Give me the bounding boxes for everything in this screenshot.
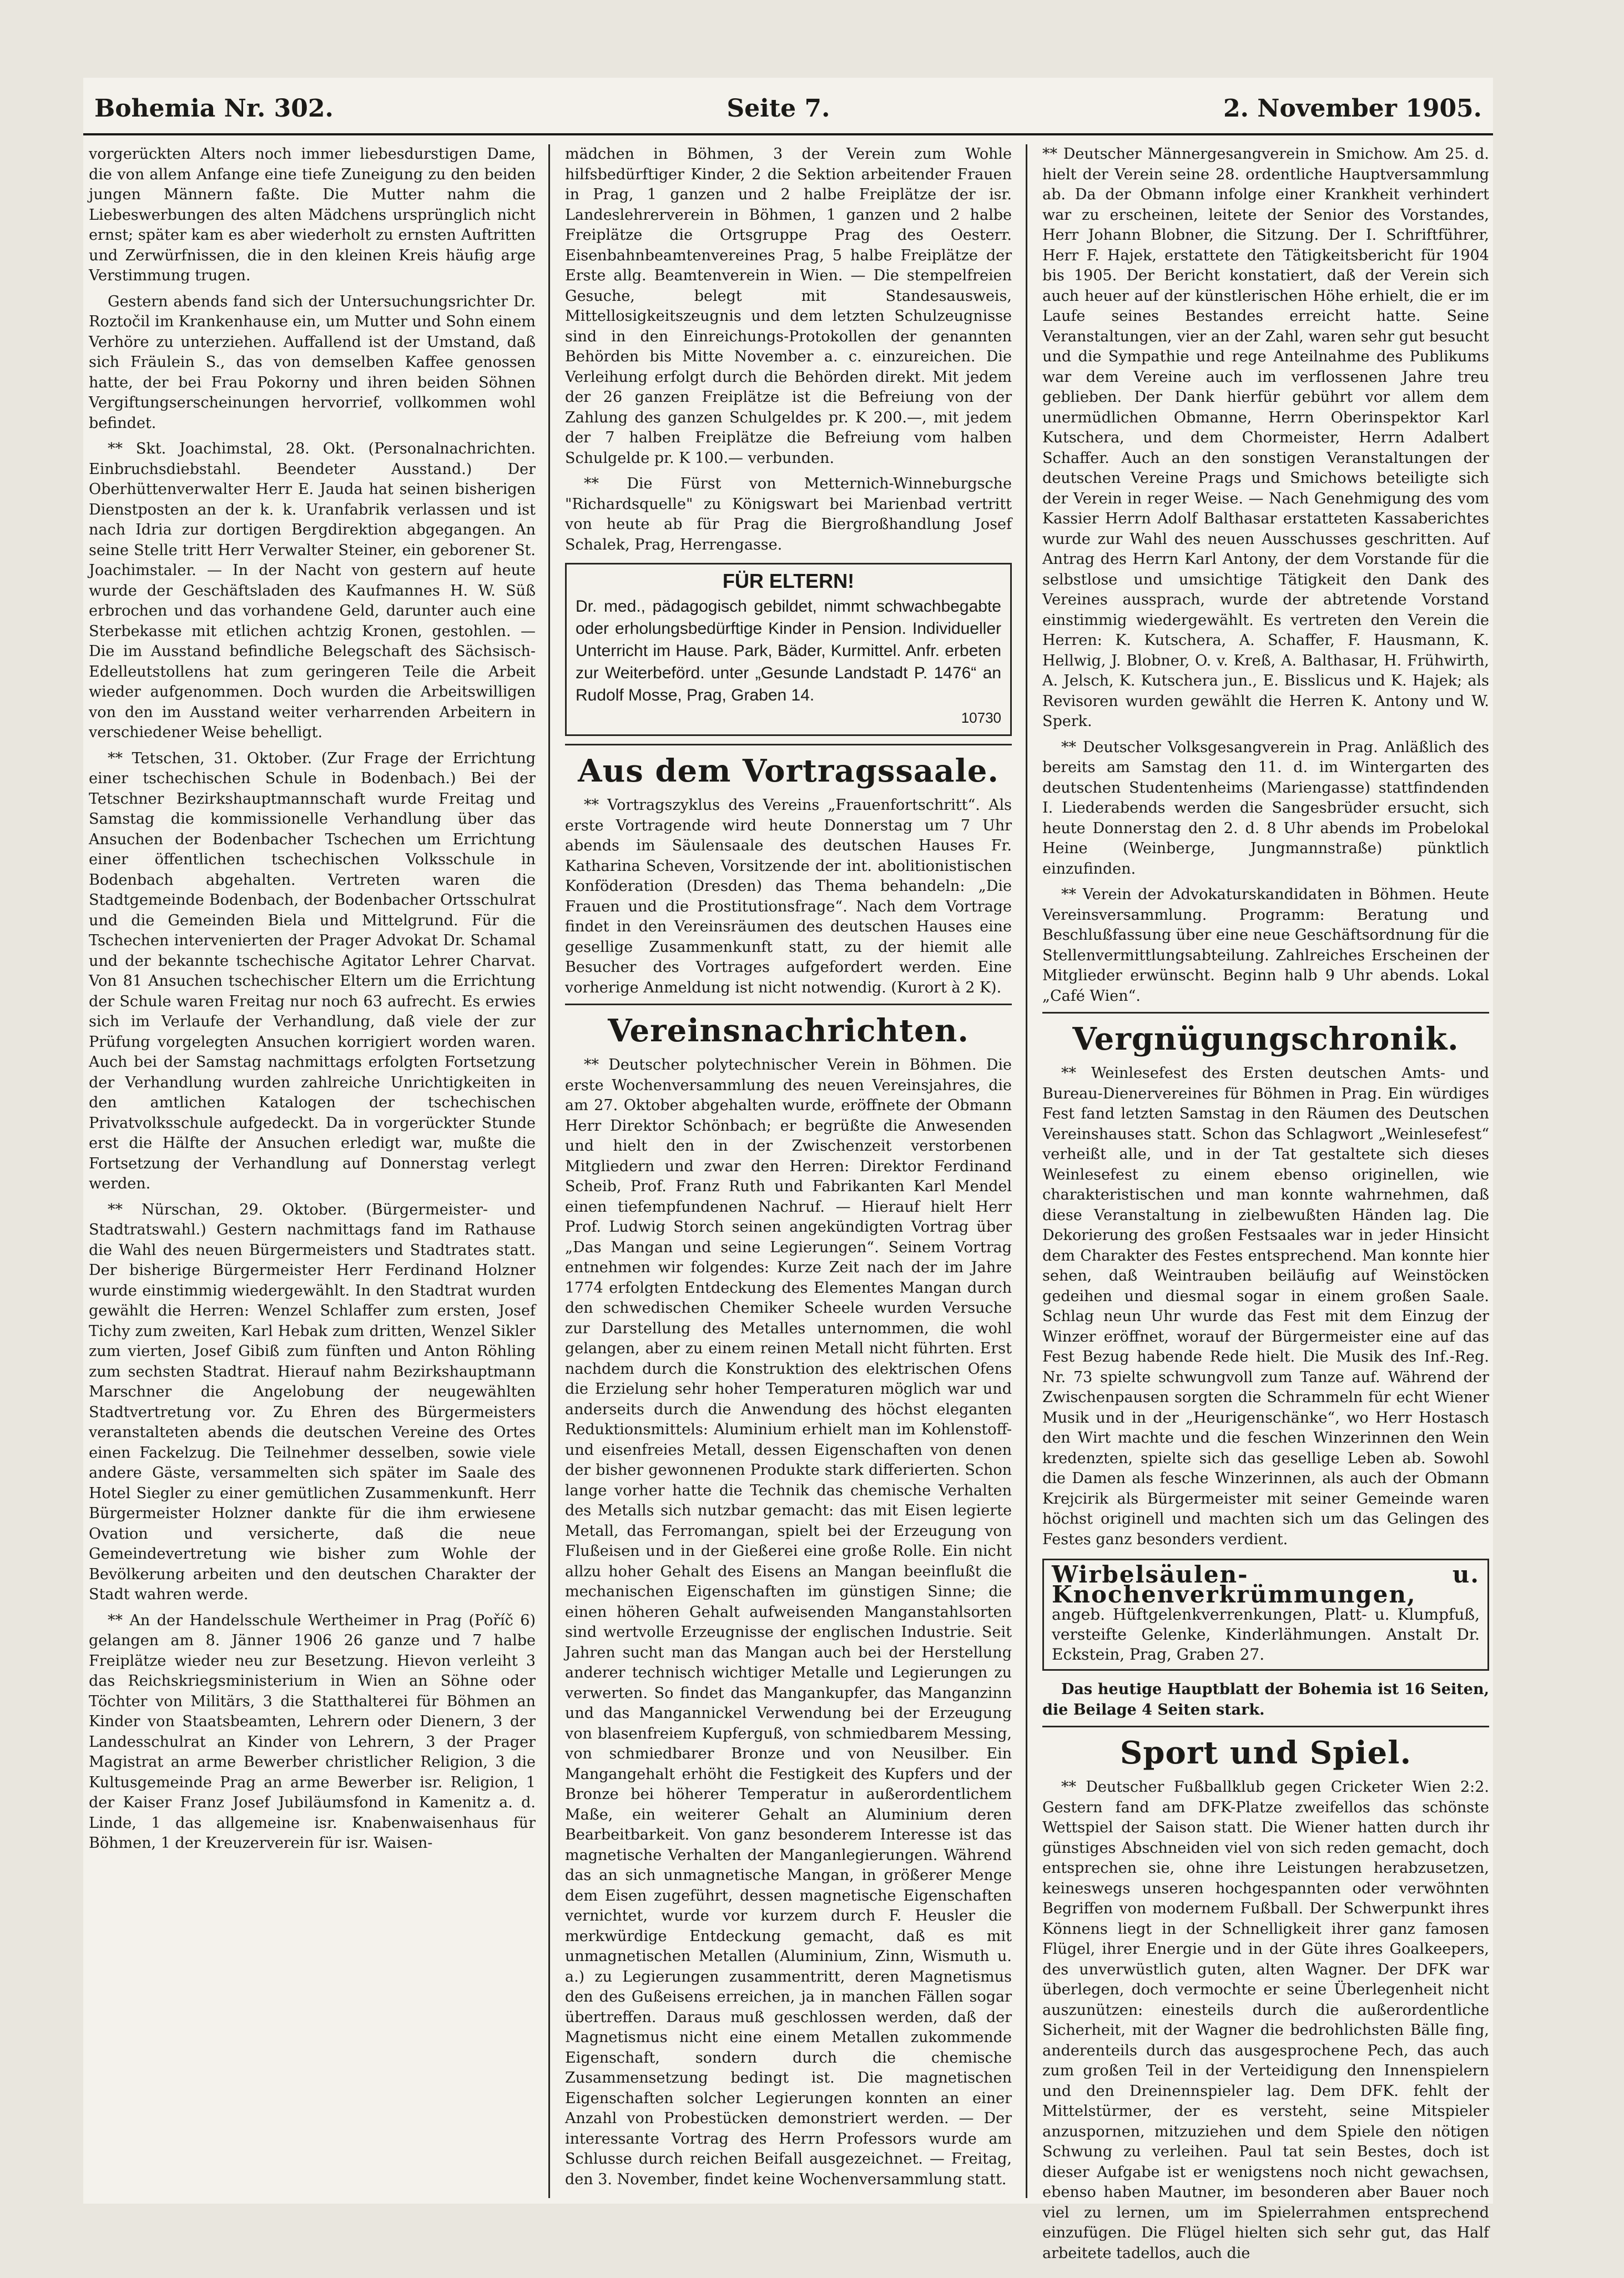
advertisement-eckstein [1042, 1559, 1489, 1671]
article-nuerschan: ** Nürschan, 29. Oktober. (Bürgermeister- und Stadtratswahl.) Gestern nachmittags fand im Rathause die Wahl des neuen Bürgermeisters und Stadtrates statt. Der bisherige Bürgermeister Herr Ferdinand Holzner wurde einstimmig wiedergewählt. In den Stadtrat wurden gewählt die Herren: Wenzel Schlaffer zum ersten, Josef Tichy zum zweiten, Karl Hebak zum dritten, Wenzel Sikler zum vierten, Josef Gibiß zum fünften und Anton Röhling zum sechsten Stadtrat. Hierauf nahm Bezirkshauptmann Marschner die Angelobung der neugewählten Stadtvertretung vor. Zu Ehren des Bürgermeisters veranstalteten abends die deutschen Vereine des Ortes einen Fackelzug. Die Teilnehmer desselben, sowie viele andere Gäste, versammelten sich später im Saale des Hotel Siegler zu einer gemütlichen Zusammenkunft. Herr Bürgermeister Holzner dankte für die ihm erwiesene Ovation und versicherte, daß die neue Gemeindevertretung wie bisher zum Wohle der Bevölkerung arbeiten und den deutschen Charakter der Stadt wahren werde. [89, 1201, 536, 1603]
section-heading-sport: Sport und Spiel. [1119, 1735, 1412, 1771]
ad-title: FÜR ELTERN! [722, 570, 855, 592]
section-rule [565, 744, 1012, 745]
section-rule [1042, 1012, 1489, 1014]
article-volksgesangverein: ** Deutscher Volksgesangverein in Prag. Anläßlich des bereits am Samstag den 11. d. im Wintergarten des deutschen Studentenheims (Mariengasse) stattfindenden I. Liederabends werden die Sangesbrüder ersucht, sich heute Donnerstag den 2. d. 8 Uhr abends im Probelokal Heine (Weinberge, Jungmannstraße) pünktlich einzufinden. [1042, 738, 1489, 878]
masthead-rule [83, 133, 1493, 135]
section-heading-vergnuegungschronik: Vergnügungschronik. [1072, 1021, 1459, 1057]
section-rule [1042, 1726, 1489, 1727]
issue-number: Bohemia Nr. 302. [94, 94, 334, 123]
advertisement-eltern [565, 563, 1012, 736]
article-joachimstal: ** Skt. Joachimstal, 28. Okt. (Personalnachrichten. Einbruchsdiebstahl. Beendeter Ausstand.) Der Oberhüttenverwalter Herr E. Jauda hat seinen bisherigen Dienstposten an der k. k. Uranfabrik verlassen und ist nach Idria zur dortigen Bergdirektion abgegangen. An seine Stelle tritt Herr Verwalter Steiner, ein geborener St. Joachimstaler. — In der Nacht von gestern auf heute wurde der Geschäftsladen des Kaufmannes H. W. Süß erbrochen und das vorhandene Geld, darunter auch eine Sterbekasse mit etlichen achtzig Kronen, gestohlen. — Die im Ausstand befindliche Belegschaft des Sächsisch-Edelleutstollens hat zum geringeren Teile die Arbeit wieder aufgenommen. Doch wurden die Arbeitswilligen von den im Ausstand weiter verharrenden Arbeitern in verschiedener Weise behelligt. [89, 440, 536, 741]
article-weinlesefest: ** Weinlesefest des Ersten deutschen Amts- und Bureau-Dienervereines für Böhmen in Prag. Ein würdiges Fest fand letzten Samstag in den Räumen des Deutschen Vereinshauses statt. Schon das Schlagwort „Weinlesefest“ verheißt alle, und in der Tat gestaltete sich dieses Weinlesefest zu einem ebenso originellen, wie charakteristischen und man konnte wahrnehmen, daß diese Veranstaltung in zielbewußten Händen lag. Die Dekorierung des großen Festsaales war in jeder Hinsicht dem Charakter des Festes entsprechend. Man konnte hier sehen, daß Weintrauben beiläufig auf Weinstöcken gedeihen und diesmal sogar in einem großen Saale. Schlag neun Uhr wurde das Fest mit dem Einzug der Winzer eröffnet, worauf der Bürgermeister eine auf das Fest Bezug habende Rede hielt. Die Musik des Inf.-Reg. Nr. 73 spielte schwungvoll zum Tanze auf. Während der Zwischenpausen sorgten die Schrammeln für echt Wiener Musik und in der „Heurigenschänke“, wo Herr Hostasch den Wirt machte und die feschen Winzerinnen den Wein kredenzten, spielte sich das gesellige Leben ab. Sowohl die Damen als fesche Winzerinnen, als auch der Obmann Krejcirik als Bürgermeister mit seiner Gemeinde waren höchst originell und machten sich um das Gelingen des Festes ganz besonders verdient. [1042, 1065, 1489, 1548]
column-1 [89, 144, 536, 2198]
article-paragraph: Gestern abends fand sich der Untersuchungsrichter Dr. Roztočil im Krankenhause ein, um Mutter und Sohn einem Verhöre zu unterziehen. Auffallend ist der Umstand, daß sich Fräulein S., das von demselben Kaffee genossen hatte, der bei Frau Pokorny und ihren beiden Söhnen Vergiftungserscheinungen hervorrief, vollkommen wohl befindet. [89, 293, 536, 432]
page-count-notice: Das heutige Hauptblatt der Bohemia ist 16 Seiten, die Beilage 4 Seiten stark. [1042, 1681, 1489, 1718]
article-polytechnischer-verein: ** Deutscher polytechnischer Verein in Böhmen. Die erste Wochenversammlung des neuen Vereinsjahres, die am 27. Oktober abgehalten wurde, eröffnete der Obmann Herr Direktor Schönbach; er begrüßte die Anwesenden und hielt den in der Zwischenzeit verstorbenen Mitgliedern und zwar den Herren: Direktor Ferdinand Scheib, Prof. Franz Ruth und Fabrikanten Karl Mendel einen tiefempfundenen Nachruf. — Hierauf hielt Herr Prof. Ludwig Storch seinen angekündigten Vortrag über „Das Mangan und seine Legierungen“. Seinem Vortrag entnehmen wir folgendes: Kurze Zeit nach der im Jahre 1774 erfolgten Entdeckung des Elementes Mangan durch den schwedischen Chemiker Scheele wurden Versuche zur Darstellung des Metalles unternommen, die wohl gelangen, aber zu einem reinen Metall nicht führten. Erst nachdem durch die Konstruktion des elektrischen Ofens die Erzielung sehr hoher Temperaturen möglich war und anderseits durch die Anwendung des höchst eleganten Reduktionsmittels: Aluminium erhielt man im Kohlenstoff- und eisenfreies Metall, dessen Eigenschaften von denen der bisher gewonnenen Produkte stark differierten. Schon lange vorher hatte die Technik das chemische Verhalten des Metalls sich nutzbar gemacht: das mit Eisen legierte Metall, das Ferromangan, spielt bei der Erzeugung von Flußeisen und in der Gießerei eine große Rolle. Ein nicht allzu hoher Gehalt des Eisens an Mangan beeinflußt die mechanischen Eigenschaften im günstigen Sinne; die einen höheren Gehalt aufweisenden Manganstahlsorten sind wertvolle Erzeugnisse der englischen Industrie. Seit Jahren sucht man das Mangan auch bei der Herstellung anderer technisch wichtiger Metalle und Legierungen zu verwerten. So findet das Mangankupfer, das Manganzinn und das Mangannickel Verwendung bei der Erzeugung von blasenfreiem Kupferguß, von schmiedbarem Messing, von schmiedbarer Bronze und von Neusilber. Ein Mangangehalt erhöht die Festigkeit des Kupfers und der Bronze bei höherer Temperatur in außerordentlichem Maße, ein weiterer Gehalt an Aluminium deren Bearbeitbarkeit. Von ganz besonderem Interesse ist das magnetische Verhalten der Manganlegierungen. Während das an sich unmagnetische Mangan, in größerer Menge dem Eisen zugeführt, dessen magnetische Eigenschaften vernichtet, wurde vor kurzem durch F. Heusler die merkwürdige Entdeckung gemacht, daß es mit unmagnetischen Metallen (Aluminium, Zinn, Wismuth u. a.) zu Legierungen zusammentritt, deren Magnetismus den des Gußeisens erreichen, ja in manchen Fällen sogar übertreffen. Daraus muß geschlossen werden, daß der Magnetismus nicht eine einem Metallen zukommende Eigenschaft, sondern durch die chemische Zusammensetzung bedingt ist. Die magnetischen Eigenschaften solcher Legierungen konnten an einer Anzahl von Probestücken demonstriert werden. — Der interessante Vortrag des Herrn Professors wurde am Schlusse durch reichen Beifall ausgezeichnet. — Freitag, den 3. November, findet keine Wochenversammlung statt. [565, 1056, 1012, 2188]
column-2 [565, 144, 1012, 2198]
ad-body: angeb. Hüftgelenkverrenkungen, Platt- u. Klumpfuß, versteifte Gelenke, Kinderlähmungen. Anstalt Dr. Eckstein, Prag, Graben 27. [1052, 1605, 1480, 1664]
article-fussballklub: ** Deutscher Fußballklub gegen Cricketer Wien 2:2. Gestern fand am DFK-Platze zweifellos das schönste Wettspiel der Saison statt. Die Wiener hatten durch ihr günstiges Abschneiden viel von sich reden gemacht, doch entsprechen sie, ohne ihre Leistungen herabzusetzen, keineswegs unseren hochgespannten oder verwöhnten Begriffen von modernem Fußball. Der Schwerpunkt ihres Könnens liegt in der Schnelligkeit ihrer ganz famosen Flügel, ihrer Energie und in der Güte ihres Goalkeepers, des unverwüstlich guten, alten Wagner. Der DFK war überlegen, doch vermochte er seine Überlegenheit nicht auszunützen: einesteils durch die außerordentliche Sicherheit, mit der Wagner die bedrohlichsten Bälle fing, anderenteils durch das ausgesprochene Pech, das auch zum großen Teil in der Verteidigung den Innenspielern und den Dreinennspieler lag. Dem DFK. fehlt der Mittelstürmer, der es versteht, seine Mitspieler anzuspornen, mitzuziehen und dem Spiele den nötigen Schwung zu verleihen. Paul tat sein Bestes, doch ist dieser Aufgabe ist er wenigstens noch nicht gewachsen, ebenso haben Mautner, im besonderen aber Bauer noch viel zu lernen, um im Spielerrahmen entsprechend einzufügen. Die Flügel hielten sich sehr gut, das Half arbeitete tadellos, auch die [1042, 1778, 1489, 2262]
article-frauenfortschritt: ** Vortragszyklus des Vereins „Frauenfortschritt“. Als erste Vortragende wird heute Donnerstag um 7 Uhr abends im Säulensaale des deutschen Hauses Fr. Katharina Scheven, Vorsitzende der int. abolitionistischen Konföderation (Dresden) das Thema behandeln: „Die Frauen und die Prostitutionsfrage“. Nach dem Vortrage findet in den Vereinsräumen des deutschen Hauses eine gesellige Zusammenkunft statt, zu der hiemit alle Besucher des Vortrages aufgefordert werden. Eine vorherige Anmeldung ist nicht notwendig. (Kurort à 2 K). [565, 797, 1012, 996]
page-number: Seite 7. [727, 94, 830, 123]
article-paragraph: mädchen in Böhmen, 3 der Verein zum Wohle hilfsbedürftiger Kinder, 2 die Sektion arbeitender Frauen in Prag, 1 ganzen und 2 halbe Freiplätze der isr. Landeslehrerverein in Böhmen, 1 ganzen und 2 halbe Freiplätze die Ortsgruppe Prag des Oesterr. Eisenbahnbeamtenvereines Prag, 5 halbe Freiplätze der Erste allg. Beamtenverein in Wien. — Die stempelfreien Gesuche, belegt mit Standesausweis, Mittellosigkeitszeugnis und dem letzten Schulzeugnisse sind in den Einreichungs-Protokollen der genannten Behörden bis Mitte November a. c. einzureichen. Die Verleihung erfolgt durch die Behörden direkt. Mit jedem der 26 ganzen Freiplätze ist die Befreiung von der Zahlung des ganzen Schulgeldes pr. K 200.—, mit jedem der 7 halben Freiplätze die Befreiung vom halben Schulgelde pr. K 100.— verbunden. [565, 145, 1012, 467]
article-richardsquelle: ** Die Fürst von Metternich-Winneburgsche "Richardsquelle" zu Königswart bei Marienbad vertritt von heute ab für Prag die Biergroßhandlung Josef Schalek, Prag, Herrengasse. [565, 475, 1012, 553]
ad-body: Dr. med., pädagogisch gebildet, nimmt schwachbegabte oder erholungsbedürftige Kinder in Pension. Individueller Unterricht im Hause. Park, Bäder, Kurmittel. Anfr. erbeten zur Weiterbeförd. unter „Gesunde Landstadt P. 1476“ an Rudolf Mosse, Prag, Graben 14. [576, 597, 1001, 704]
article-handelsschule: ** An der Handelsschule Wertheimer in Prag (Poříč 6) gelangen am 8. Jänner 1906 26 ganze und 7 halbe Freiplätze wieder neu zur Besetzung. Hievon verleiht 3 das Reichskriegsministerium in Wien an Söhne oder Töchter von Militärs, 3 die Statthalterei für Böhmen an Kinder von Staatsbeamten, Lehrern oder Dienern, 3 der Landesschulrat an Kinder von Lehrern, 3 der Prager Magistrat an arme Bewerber christlicher Religion, 3 die Kultusgemeinde Prag an arme Bewerber isr. Religion, 1 der Kaiser Franz Josef Jubiläumsfond in Kamenitz a. d. Linde, 1 das allgemeine isr. Knabenwaisenhaus für Böhmen, 1 der Kreuzerverein für isr. Waisen- [89, 1611, 536, 1852]
article-tetschen: ** Tetschen, 31. Oktober. (Zur Frage der Errichtung einer tschechischen Schule in Bodenbach.) Bei der Tetschner Bezirkshauptmannschaft wurde Freitag und Samstag die kommissionelle Verhandlung über das Ansuchen der Bodenbacher Tschechen um Errichtung einer öffentlichen tschechischen Volksschule in Bodenbach abgehalten. Vertreten waren die Stadtgemeinde Bodenbach, der Bodenbacher Ortsschulrat und die Gemeinden Biela und Mittelgrund. Für die Tschechen intervenierten der Prager Advokat Dr. Schamal und der bekannte tschechische Agitator Lehrer Charvat. Von 81 Ansuchen tschechischer Eltern um die Errichtung der Schule waren Freitag nur noch 63 aufrecht. Es erwies sich im Verlaufe der Verhandlung, daß viele der zur Prüfung vorgelegten Ansuchen korrigiert worden waren. Auch bei der Samstag nachmittags erfolgten Fortsetzung der Verhandlung wurden zahlreiche Unrichtigkeiten in den amtlichen Katalogen der tschechischen Privatvolksschule aufgedeckt. Da in vorgerückter Stunde erst die Hälfte der Ansuchen erledigt war, mußte die Fortsetzung der Verhandlung auf Donnerstag verlegt werden. [89, 749, 536, 1192]
section-heading-vortragssaale: Aus dem Vortragssaale. [578, 753, 999, 789]
column-divider [548, 144, 550, 2198]
section-rule [565, 1004, 1012, 1005]
masthead [83, 89, 1493, 128]
newspaper-page [83, 78, 1493, 2262]
article-paragraph: vorgerückten Alters noch immer liebesdurstigen Dame, die von allem Anfange eine tiefe Zuneigung zu den beiden jungen Männern faßte. Die Mutter nahm die Liebeswerbungen des alten Mädchens ursprünglich nicht ernst; später kam es aber wiederholt zu ernsten Auftritten und Zerwürfnissen, die in den kleinen Kreis häufig arge Verstimmung trugen. [89, 145, 536, 284]
ad-number: 10730 [961, 709, 1001, 726]
article-maennergesangverein: ** Deutscher Männergesangverein in Smichow. Am 25. d. hielt der Verein seine 28. ordentliche Hauptversammlung ab. Da der Obmann infolge einer Krankheit verhindert war zu erscheinen, leitete der Senior des Vorstandes, Herr Johann Blobner, die Sitzung. Der I. Schriftführer, Herr F. Hajek, erstattete den Tätigkeitsbericht für 1904 bis 1905. Der Bericht konstatiert, daß der Verein sich auch heuer auf der künstlerischen Höhe erhielt, die er im Laufe seines Bestandes erreicht hatte. Seine Veranstaltungen, vier an der Zahl, waren sehr gut besucht und die Sympathie und rege Anteilnahme des Publikums war dem Vereine auch im verflossenen Jahre treu geblieben. Der Dank hierfür gebührt vor allem dem unermüdlichen Obmanne, Herrn Oberinspektor Karl Kutschera, und dem Chormeister, Herrn Adalbert Schaffer. Auch an den sonstigen Veranstaltungen der deutschen Vereine Prags und Smichows beteiligte sich der Verein in reger Weise. — Nach Genehmigung des vom Kassier Herrn Adolf Balthasar erstatteten Kassaberichtes wurde zur Wahl des neuen Ausschusses geschritten. Auf Antrag des Herrn Karl Antony, der dem Vorstande für die selbstlose und umsichtige Tätigkeit den Dank des Vereines aussprach, wurde der abtretende Vorstand einstimmig wiedergewählt. Es vertreten den Verein die Herren: K. Kutschera, A. Schaffer, F. Hausmann, K. Hellwig, J. Blobner, O. v. Kreß, A. Balthasar, H. Frühwirth, A. Jelsch, K. Kutschera jun., E. Bisslicus und K. Hajek; als Revisoren wurden gewählt die Herren K. Antony und W. Sperk. [1042, 145, 1489, 730]
ad-title: Wirbelsäulen- u. Knochenverkrümmungen, [1052, 1561, 1480, 1608]
column-divider [1026, 144, 1027, 2198]
issue-date: 2. November 1905. [1223, 94, 1482, 123]
column-3 [1042, 144, 1489, 2262]
article-advokaturskandidaten: ** Verein der Advokaturskandidaten in Böhmen. Heute Vereinsversammlung. Programm: Beratung und Beschlußfassung über eine neue Geschäftsordnung für die Stellenvermittlungsabteilung. Zahlreiches Erscheinen der Mitglieder erwünscht. Beginn halb 9 Uhr abends. Lokal „Café Wien“. [1042, 886, 1489, 1005]
section-heading-vereinsnachrichten: Vereinsnachrichten. [608, 1012, 969, 1049]
